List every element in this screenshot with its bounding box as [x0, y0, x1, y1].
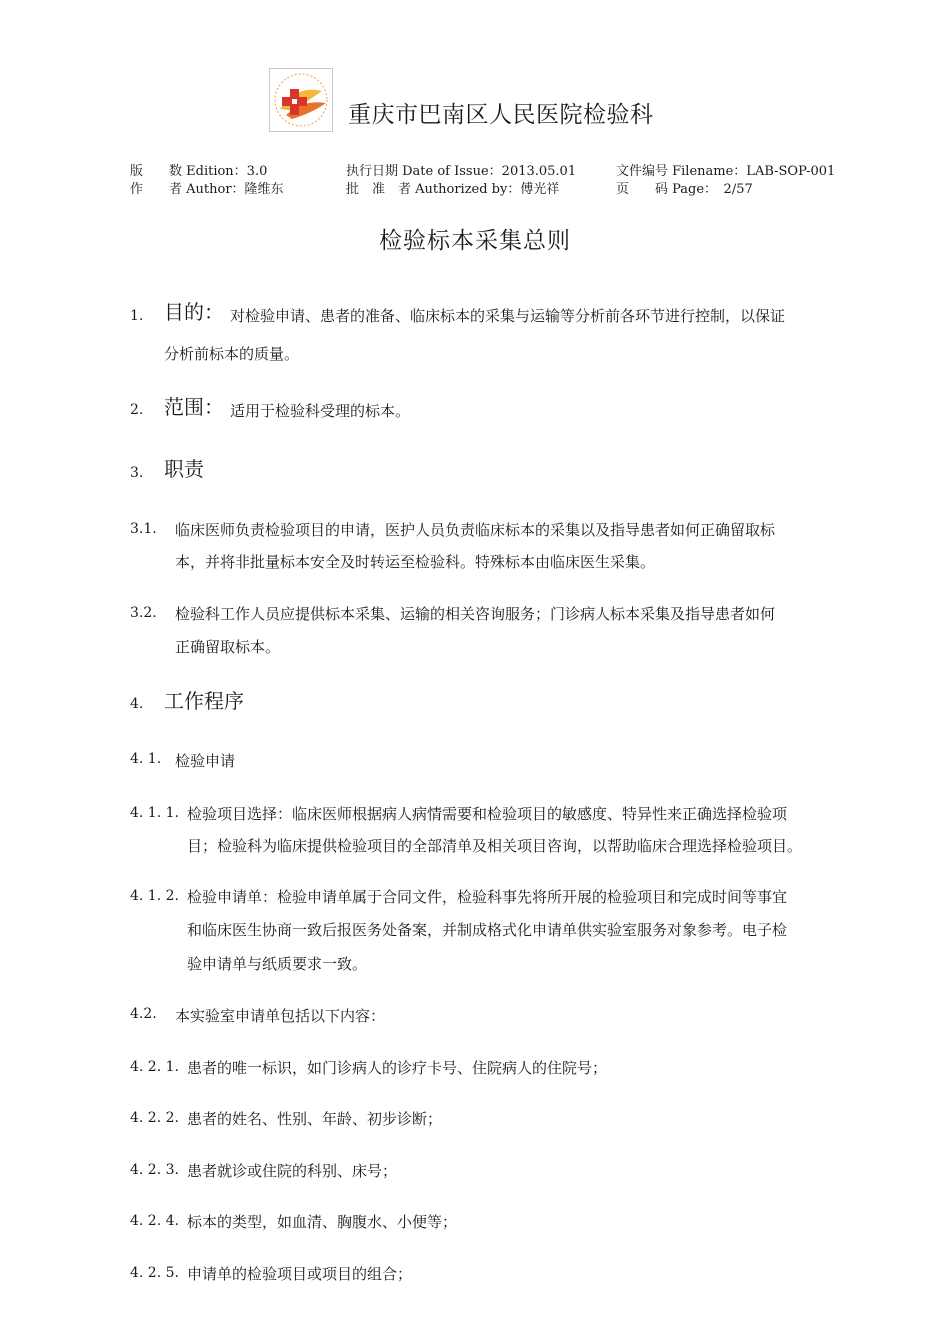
- section-3-2-line1: 检验科工作人员应提供标本采集、运输的相关咨询服务；门诊病人标本采集及指导患者如何: [175, 605, 776, 623]
- section-3-heading: 职责: [164, 457, 204, 481]
- list-item-number: 4. 2. 1.: [130, 1059, 179, 1075]
- section-4-1-1-number: 4. 1. 1.: [130, 805, 179, 821]
- section-4-1-2-line3: 验申请单与纸质要求一致。: [187, 955, 368, 973]
- edition-field: 版 数 Edition：3.0: [130, 164, 268, 179]
- section-1-text-line2: 分析前标本的质量。: [164, 345, 300, 363]
- list-item-number: 4. 2. 2.: [130, 1110, 179, 1126]
- section-4-2-number: 4.2.: [130, 1006, 157, 1022]
- page-number-field: 页 码 Page： 2/57: [616, 182, 753, 197]
- section-4-number: 4.: [130, 696, 144, 712]
- section-4-1-2-number: 4. 1. 2.: [130, 888, 179, 904]
- section-1-heading: 目的：: [164, 300, 224, 324]
- section-2-text: 适用于检验科受理的标本。: [230, 402, 411, 420]
- list-item-text: 患者就诊或住院的科别、床号；: [187, 1162, 398, 1180]
- list-item-text: 申请单的检验项目或项目的组合；: [187, 1265, 413, 1283]
- list-item-number: 4. 2. 5.: [130, 1265, 179, 1281]
- section-3-1-line2: 本，并将非批量标本安全及时转运至检验科。特殊标本由临床医生采集。: [175, 553, 656, 571]
- hospital-logo: [269, 68, 333, 132]
- list-item-number: 4. 2. 3.: [130, 1162, 179, 1178]
- section-3-1-line1: 临床医师负责检验项目的申请，医护人员负责临床标本的采集以及指导患者如何正确留取标: [175, 521, 776, 539]
- section-3-1-number: 3.1.: [130, 521, 157, 537]
- filename-field: 文件编号 Filename：LAB-SOP-001: [616, 164, 836, 179]
- section-2-heading: 范围：: [164, 395, 224, 419]
- section-3-2-number: 3.2.: [130, 605, 157, 621]
- section-4-1-number: 4. 1.: [130, 751, 162, 767]
- list-item-number: 4. 2. 4.: [130, 1213, 179, 1229]
- list-item-text: 患者的姓名、性别、年龄、初步诊断；: [187, 1110, 443, 1128]
- issue-date-field: 执行日期 Date of Issue：2013.05.01: [346, 164, 577, 179]
- section-4-1-2-line1: 检验申请单：检验申请单属于合同文件，检验科事先将所开展的检验项目和完成时间等事宜: [187, 888, 788, 906]
- section-4-1-1-line2: 目；检验科为临床提供检验项目的全部清单及相关项目咨询，以帮助临床合理选择检验项目。: [187, 837, 803, 855]
- section-4-heading: 工作程序: [164, 689, 244, 713]
- author-field: 作 者 Author：隆维东: [130, 182, 284, 197]
- section-4-1-text: 检验申请: [175, 752, 236, 770]
- section-3-number: 3.: [130, 465, 144, 481]
- institution-name: 重庆市巴南区人民医院检验科: [348, 102, 654, 128]
- document-title: 检验标本采集总则: [379, 228, 571, 254]
- list-item-text: 患者的唯一标识，如门诊病人的诊疗卡号、住院病人的住院号；: [187, 1059, 608, 1077]
- section-1-number: 1.: [130, 308, 144, 324]
- section-2-number: 2.: [130, 402, 144, 418]
- authorized-by-field: 批 准 者 Authorized by：傅光祥: [346, 182, 560, 197]
- section-3-2-line2: 正确留取标本。: [175, 638, 281, 656]
- section-4-2-text: 本实验室申请单包括以下内容：: [175, 1007, 386, 1025]
- section-4-1-2-line2: 和临床医生协商一致后报医务处备案，并制成格式化申请单供实验室服务对象参考。电子检: [187, 921, 788, 939]
- section-4-1-1-line1: 检验项目选择：临床医师根据病人病情需要和检验项目的敏感度、特异性来正确选择检验项: [187, 805, 788, 823]
- section-1-text-line1: 对检验申请、患者的准备、临床标本的采集与运输等分析前各环节进行控制，以保证: [230, 307, 786, 325]
- list-item-text: 标本的类型，如血清、胸腹水、小便等；: [187, 1213, 458, 1231]
